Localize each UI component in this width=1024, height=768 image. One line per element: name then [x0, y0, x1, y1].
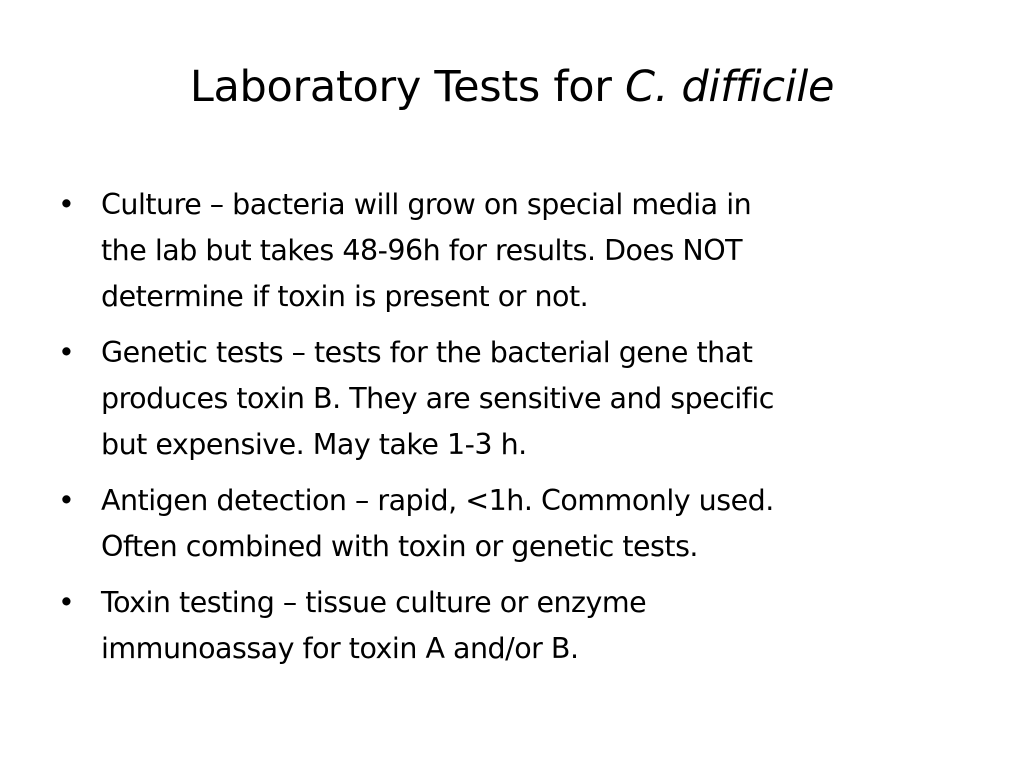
bullet-list	[54, 182, 984, 682]
bullet-text: Culture – bacteria will grow on special media in the lab but takes 48-96h for results. Does NOT determine if toxin is present or not.	[101, 188, 752, 313]
slide-title	[0, 62, 1024, 114]
slide-title-main: Laboratory Tests for	[189, 62, 625, 112]
bullet-item	[54, 580, 984, 672]
bullet-item	[54, 478, 984, 570]
bullet-text: Toxin testing – tissue culture or enzyme immunoassay for toxin A and/or B.	[101, 586, 647, 665]
bullet-dot-icon: •	[58, 188, 75, 221]
bullet-text: Genetic tests – tests for the bacterial gene that produces toxin B. They are sensitive and specific but expensive. May take 1-3 h.	[101, 336, 774, 461]
slide-title-italic: C. difficile	[624, 62, 835, 112]
bullet-item	[54, 330, 984, 468]
bullet-item	[54, 182, 984, 320]
bullet-text: Antigen detection – rapid, <1h. Commonly used. Often combined with toxin or genetic tests.	[101, 484, 774, 563]
bullet-dot-icon: •	[58, 586, 75, 619]
bullet-dot-icon: •	[58, 336, 75, 369]
bullet-dot-icon: •	[58, 484, 75, 517]
